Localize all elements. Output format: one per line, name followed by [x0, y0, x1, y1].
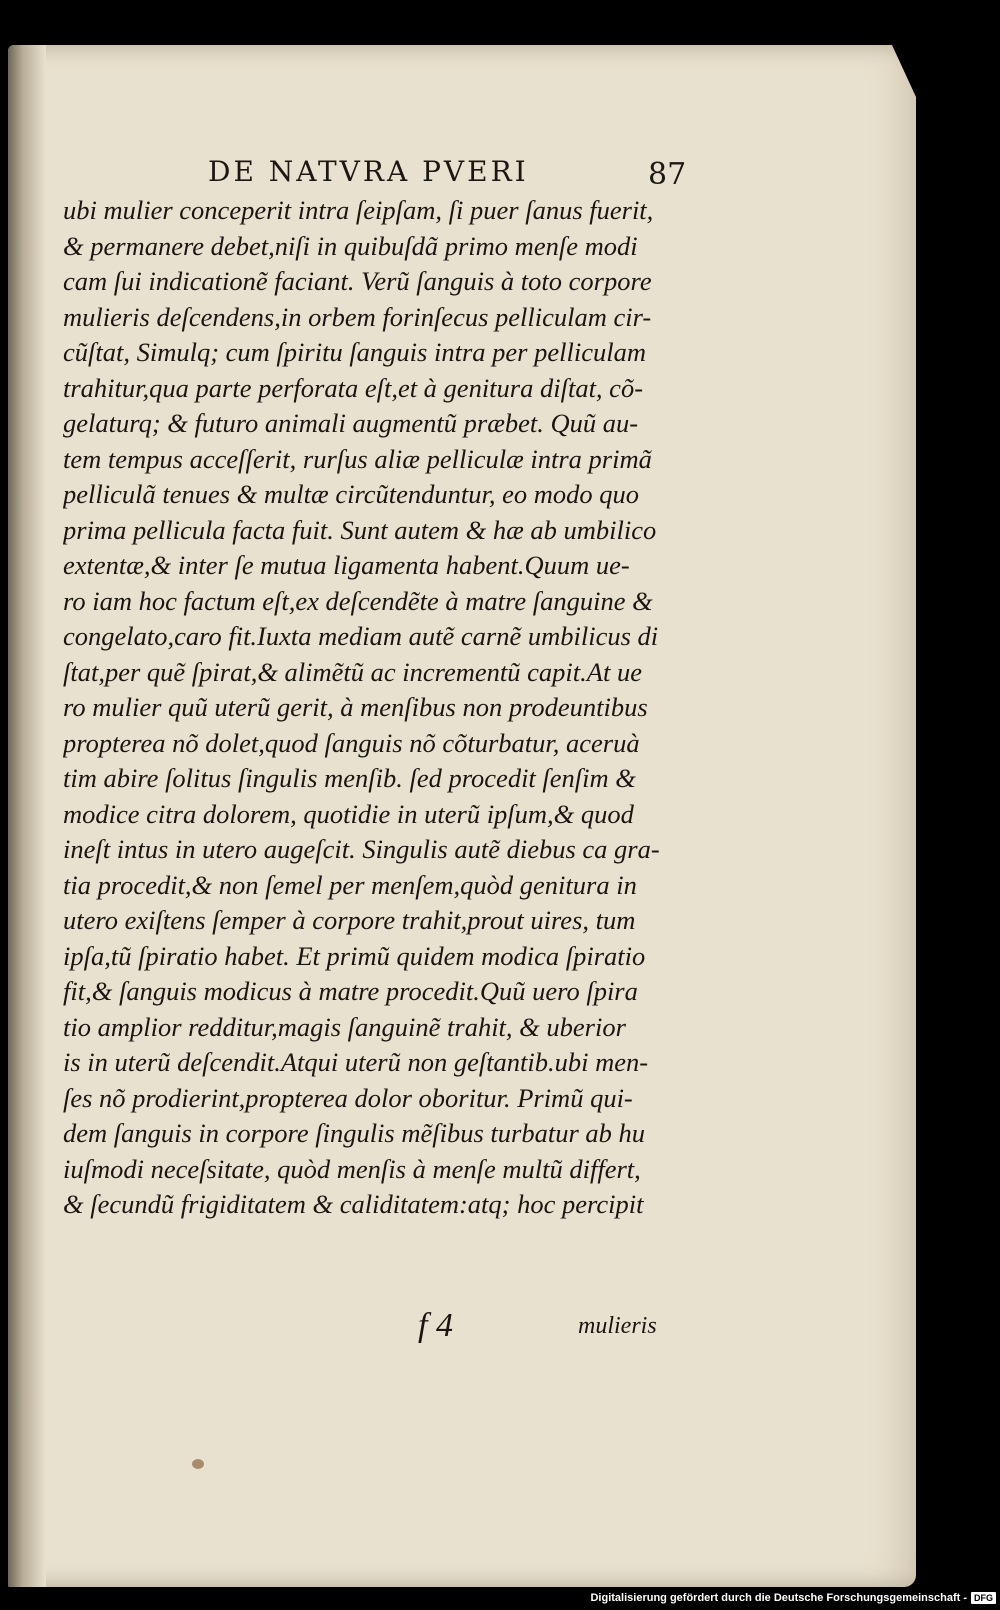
text-line: is in uterũ deſcendit.Atqui uterũ non geſtantib.ubi men-	[63, 1047, 649, 1077]
text-line: ro iam hoc factum eſt,ex deſcendẽte à matre ſanguine &	[63, 585, 653, 616]
page-corner	[892, 45, 916, 97]
text-line: ipſa,tũ ſpiratio habet. Et primũ quidem modica ſpiratio	[63, 940, 646, 971]
text-line: ineſt intus in utero augeſcit. Singulis autẽ diebus ca gra-	[63, 834, 660, 864]
text-line: mulieris deſcendens,in orbem forinſecus pelliculam cir-	[63, 301, 652, 332]
text-line: pelliculã tenues & multæ circũtenduntur, eo modo quo	[63, 479, 640, 509]
text-line: dem ſanguis in corpore ſingulis mẽſibus turbatur ab hu	[63, 1118, 646, 1148]
dfg-logo-icon: DFG	[971, 1592, 996, 1604]
text-line: propterea nõ dolet,quod ſanguis nõ cõturbatur, aceruà	[63, 727, 640, 758]
catchword: mulieris	[578, 1313, 657, 1339]
text-line: tio amplior redditur,magis ſanguinẽ trahit, & uberior	[63, 1011, 626, 1042]
text-line: tia procedit,& non ſemel per menſem,quòd genitura in	[63, 869, 637, 900]
text-line: ro mulier quũ uterũ gerit, à menſibus non prodeuntibus	[63, 692, 648, 722]
funding-credit-text: Digitalisierung gefördert durch die Deutsche Forschungsgemeinschaft -	[590, 1592, 967, 1604]
text-line: cũſtat, Simulq; cum ſpiritu ſanguis intra per pelliculam	[63, 337, 646, 367]
text-line: congelato,caro fit.Iuxta mediam autẽ carnẽ umbilicus di	[63, 621, 659, 651]
page-number: 87	[648, 157, 687, 192]
text-line: fit,& ſanguis modicus à matre procedit.Quũ uero ſpira	[63, 976, 638, 1006]
text-line: gelaturq; & futuro animali augmentũ præbet. Quũ au-	[63, 408, 639, 438]
signature-mark: f 4	[418, 1307, 453, 1344]
running-head: DE NATVRA PVERI	[208, 155, 529, 188]
text-line: ubi mulier conceperit intra ſeipſam, ſi puer ſanus fuerit,	[63, 195, 654, 225]
text-line: prima pellicula facta fuit. Sunt autem & hæ ab umbilico	[63, 514, 657, 545]
text-line: cam ſui indicationẽ faciant. Verũ ſanguis à toto corpore	[63, 266, 652, 296]
text-line: tem tempus acceſſerit, rurſus aliæ pelliculæ intra primã	[63, 443, 652, 474]
text-line: trahitur,qua parte perforata eſt,et à genitura diſtat, cõ-	[63, 372, 644, 403]
ink-stain	[192, 1459, 204, 1469]
text-line: tim abire ſolitus ſingulis menſib. ſed procedit ſenſim &	[63, 763, 636, 793]
text-line: extentæ,& inter ſe mutua ligamenta habent.Quum ue-	[63, 550, 630, 580]
book-page	[8, 45, 916, 1587]
page-gutter-shadow	[8, 45, 46, 1587]
text-line: & permanere debet,niſi in quibuſdã primo menſe modi	[63, 230, 638, 261]
text-line: modice citra dolorem, quotidie in uterũ ipſum,& quod	[63, 798, 634, 829]
body-text	[63, 193, 698, 1223]
text-line: utero exiſtens ſemper à corpore trahit,prout uires, tum	[63, 905, 636, 935]
footer-credit	[590, 1588, 996, 1608]
text-line: iuſmodi neceſsitate, quòd menſis à menſe multũ differt,	[63, 1153, 641, 1184]
text-line: & ſecundũ frigiditatem & caliditatem:atq; hoc percipit	[63, 1189, 644, 1219]
text-line: ſtat,per quẽ ſpirat,& alimẽtũ ac incrementũ capit.At ue	[63, 656, 642, 687]
text-line: ſes nõ prodierint,propterea dolor oboritur. Primũ qui-	[63, 1082, 633, 1113]
